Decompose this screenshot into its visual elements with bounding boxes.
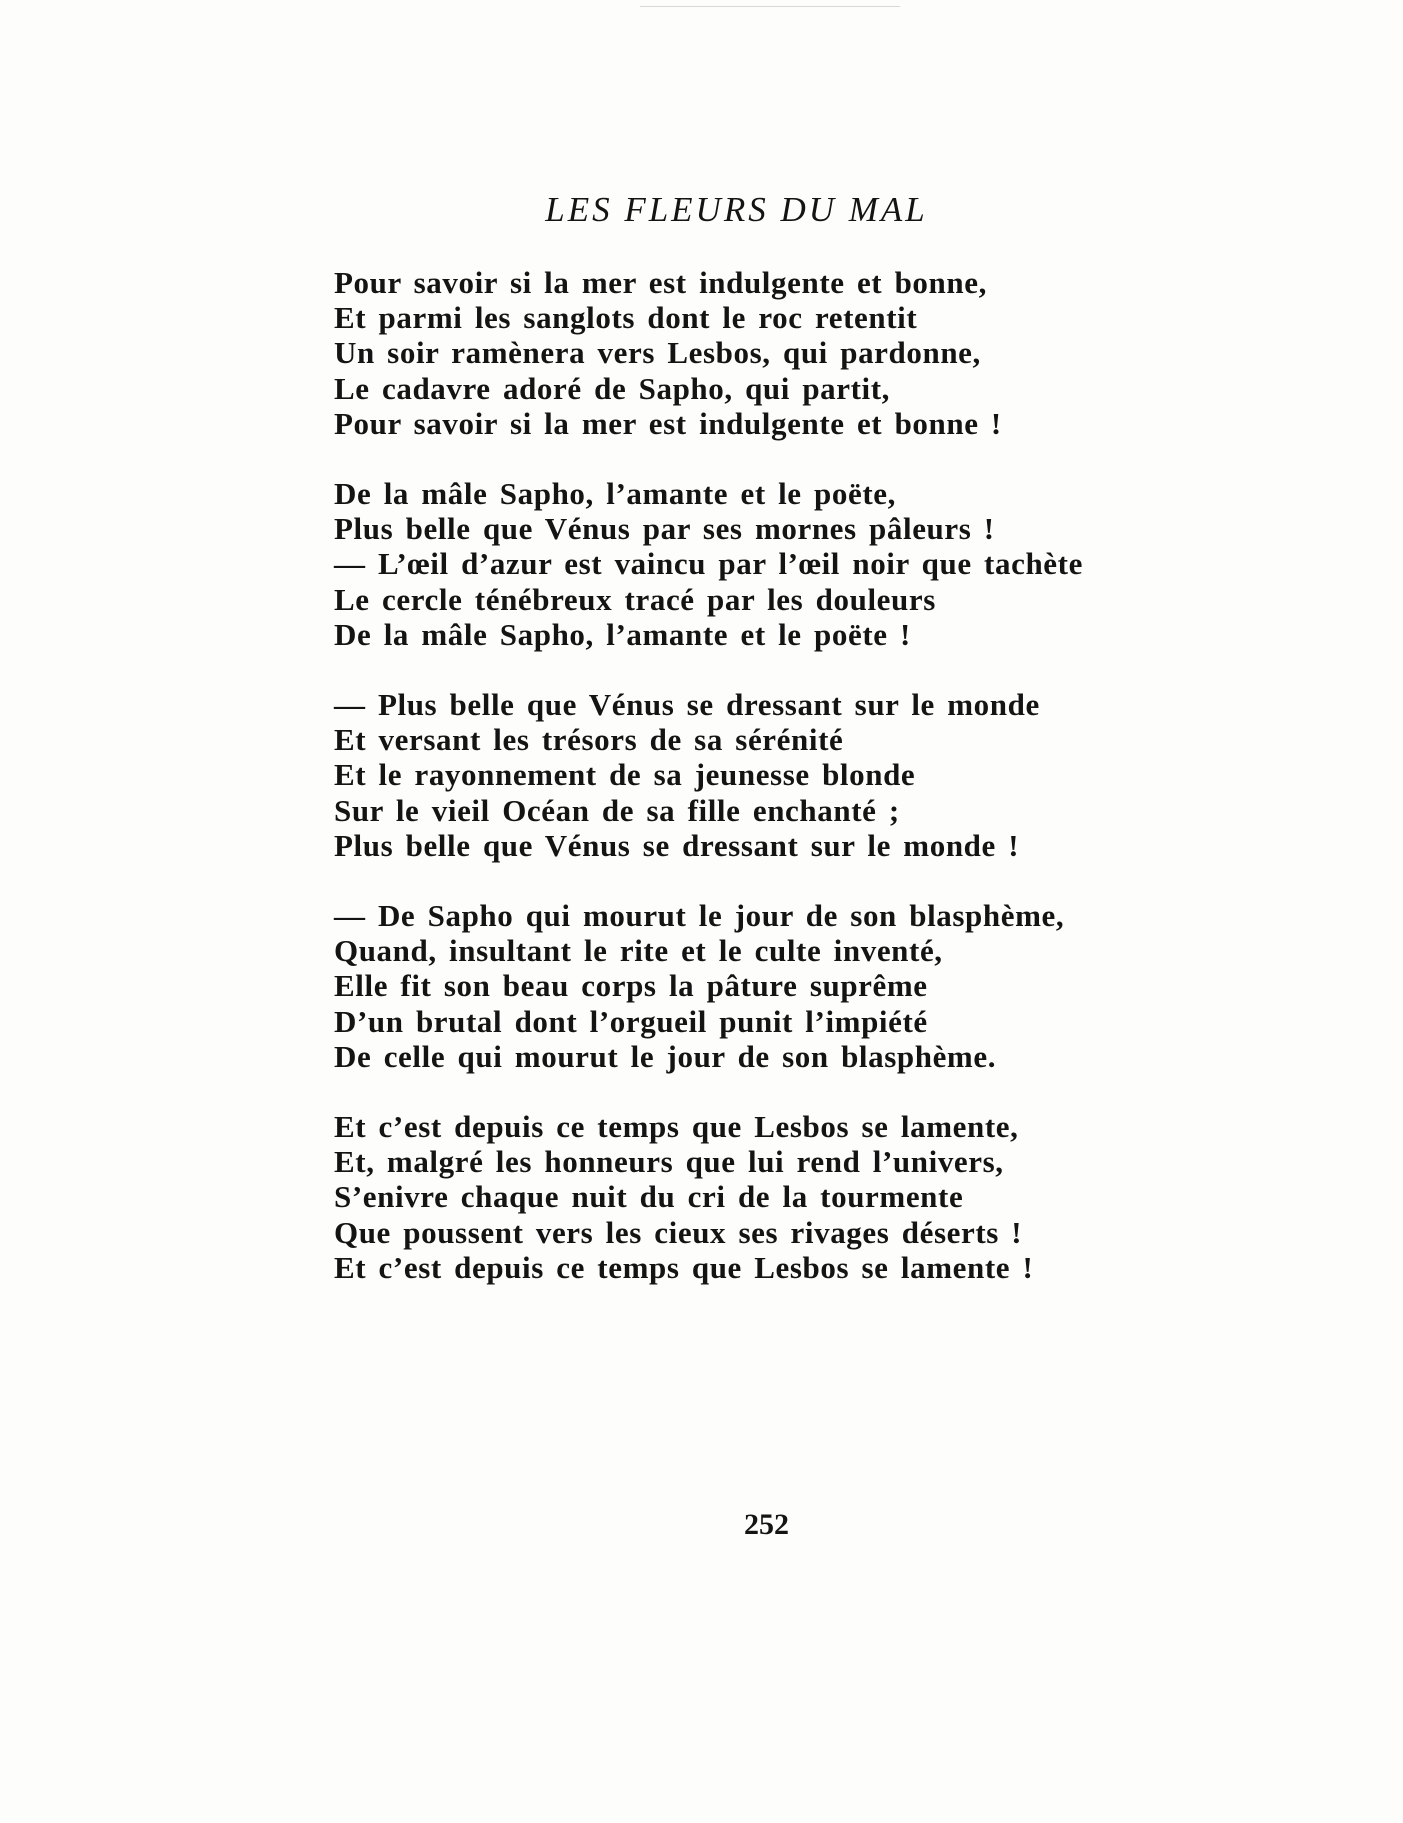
top-edge-rule: [640, 6, 900, 7]
verse-line: Et c’est depuis ce temps que Lesbos se lamente,: [334, 1109, 1019, 1145]
poem-body: [334, 265, 1334, 1320]
verse-line: — L’œil d’azur est vaincu par l’œil noir que tachète: [334, 546, 1083, 582]
verse-line: Et versant les trésors de sa sérénité: [334, 722, 844, 758]
stanza-1: [334, 265, 1334, 441]
verse-line: S’enivre chaque nuit du cri de la tourmente: [334, 1179, 964, 1215]
verse-line: Le cadavre adoré de Sapho, qui partit,: [334, 370, 891, 406]
stanza-4: [334, 898, 1334, 1074]
verse-line: Elle fit son beau corps la pâture suprême: [334, 968, 928, 1004]
stanza-3: [334, 687, 1334, 863]
verse-line: — Plus belle que Vénus se dressant sur le monde: [334, 687, 1040, 723]
verse-line: Le cercle ténébreux tracé par les douleurs: [334, 581, 936, 617]
verse-line: Plus belle que Vénus par ses mornes pâleurs !: [334, 511, 995, 547]
verse-line: Pour savoir si la mer est indulgente et bonne !: [334, 405, 1002, 441]
stanza-2: [334, 476, 1334, 652]
verse-line: Et le rayonnement de sa jeunesse blonde: [334, 757, 916, 793]
verse-line: Un soir ramènera vers Lesbos, qui pardonne,: [334, 335, 981, 371]
verse-line: Que poussent vers les cieux ses rivages déserts !: [334, 1214, 1023, 1250]
verse-line: Quand, insultant le rite et le culte inventé,: [334, 933, 943, 969]
verse-line: Sur le vieil Océan de sa fille enchanté ;: [334, 792, 900, 828]
verse-line: Et c’est depuis ce temps que Lesbos se lamente !: [334, 1249, 1034, 1285]
running-title: LES FLEURS DU MAL: [545, 190, 928, 229]
verse-line: De la mâle Sapho, l’amante et le poëte !: [334, 616, 911, 652]
verse-line: De celle qui mourut le jour de son blasphème.: [334, 1038, 997, 1074]
verse-line: Et, malgré les honneurs que lui rend l’univers,: [334, 1144, 1004, 1180]
verse-line: Et parmi les sanglots dont le roc retentit: [334, 300, 918, 336]
page-number: 252: [744, 1508, 789, 1541]
stanza-5: [334, 1109, 1334, 1285]
verse-line: Pour savoir si la mer est indulgente et bonne,: [334, 265, 987, 300]
verse-line: Plus belle que Vénus se dressant sur le monde !: [334, 827, 1020, 863]
verse-line: De la mâle Sapho, l’amante et le poëte,: [334, 476, 896, 512]
verse-line: D’un brutal dont l’orgueil punit l’impiété: [334, 1003, 928, 1039]
verse-line: — De Sapho qui mourut le jour de son blasphème,: [334, 898, 1065, 934]
